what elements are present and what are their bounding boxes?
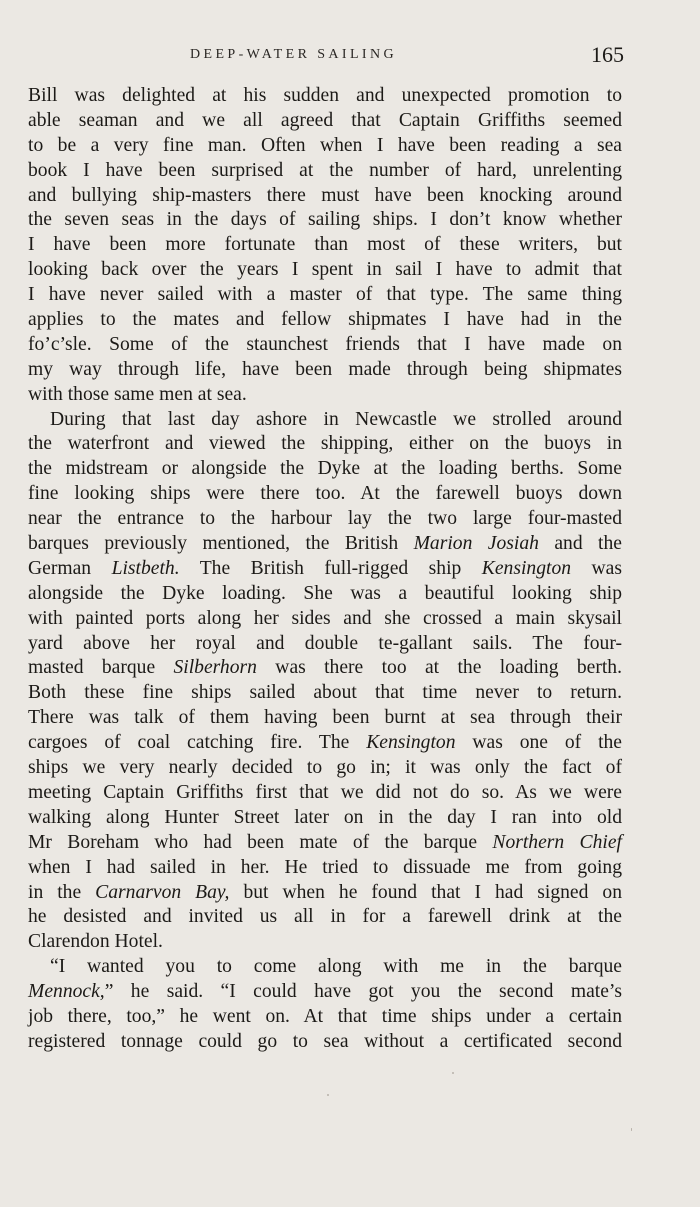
text-run: Both these fine ships sailed about that time never to return. <box>28 682 622 704</box>
paper-speck <box>327 1094 329 1096</box>
text-run: ships we very nearly decided to go in; it was only the fact of <box>28 757 622 779</box>
text-run: looking back over the years I spent in sail I have to admit that <box>28 259 622 281</box>
text-run: when I had sailed in her. He tried to dissuade me from going <box>28 856 622 878</box>
page-number: 165 <box>591 42 624 67</box>
text-line <box>28 1005 622 1030</box>
text-line <box>28 408 622 433</box>
text-line <box>28 84 622 109</box>
ship-name: Marion Josiah <box>413 533 539 555</box>
text-line <box>28 507 622 532</box>
text-line <box>28 159 622 184</box>
text-line <box>28 208 622 233</box>
text-run: he desisted and invited us all in for a farewell drink at the <box>28 906 622 928</box>
text-line <box>28 557 622 582</box>
text-run: fo’c’sle. Some of the staunchest friends that I have made on <box>28 333 622 355</box>
text-run: and the <box>538 533 622 555</box>
body-text <box>28 84 622 1055</box>
paper-speck <box>631 1128 632 1131</box>
text-run: alongside the Dyke loading. She was a beautiful looking ship <box>28 582 622 604</box>
ship-name: Carnarvon Bay, <box>95 881 230 903</box>
text-line <box>28 432 622 457</box>
text-run: with those same men at sea. <box>28 383 247 405</box>
text-run: yard above her royal and double te-gallant sails. The four- <box>28 632 622 654</box>
text-run: my way through life, have been made through being shipmates <box>28 358 622 380</box>
text-run: Mr Boreham who had been mate of the barque <box>28 831 493 853</box>
paragraph <box>28 84 622 408</box>
text-line <box>28 308 622 333</box>
paper-speck <box>452 1072 454 1074</box>
text-run: but when he found that I had signed on <box>229 881 623 903</box>
text-line <box>28 532 622 557</box>
text-run: with painted ports along her sides and she crossed a main skysail <box>28 607 622 629</box>
text-run: the midstream or alongside the Dyke at the loading berths. Some <box>28 458 622 480</box>
ship-name: Northern Chief <box>492 831 623 853</box>
text-run: near the entrance to the harbour lay the two large four-masted <box>28 508 622 530</box>
paragraph <box>28 408 622 956</box>
text-line <box>28 184 622 209</box>
text-line <box>28 955 622 980</box>
text-line <box>28 706 622 731</box>
text-line <box>28 806 622 831</box>
ship-name: Listbeth. <box>111 557 180 579</box>
text-line <box>28 656 622 681</box>
text-run: Clarendon Hotel. <box>28 931 163 953</box>
text-run: applies to the mates and fellow shipmates I have had in the <box>28 309 622 331</box>
text-line <box>28 109 622 134</box>
text-line <box>28 358 622 383</box>
text-line <box>28 457 622 482</box>
text-line <box>28 881 622 906</box>
text-line <box>28 756 622 781</box>
text-run: was <box>571 557 622 579</box>
text-run: masted barque <box>28 657 174 679</box>
paragraph <box>28 955 622 1055</box>
text-line <box>28 980 622 1005</box>
text-run: barques previously mentioned, the British <box>28 533 414 555</box>
ship-name: Kensington <box>366 732 456 754</box>
text-line <box>28 831 622 856</box>
text-run: meeting Captain Griffiths first that we did not do so. As we were <box>28 781 622 803</box>
text-line <box>28 731 622 756</box>
text-line <box>28 632 622 657</box>
text-run: book I have been surprised at the number of hard, unrelenting <box>28 159 622 181</box>
text-line <box>28 856 622 881</box>
text-line <box>28 681 622 706</box>
text-line <box>28 233 622 258</box>
text-run: fine looking ships were there too. At the farewell buoys down <box>28 483 622 505</box>
text-line <box>28 582 622 607</box>
text-line <box>28 134 622 159</box>
text-line <box>28 383 622 408</box>
text-line <box>28 1030 622 1055</box>
text-line <box>28 283 622 308</box>
text-run: There was talk of them having been burnt at sea through their <box>28 707 622 729</box>
text-line <box>28 482 622 507</box>
text-line <box>28 781 622 806</box>
text-run: The British full-rigged ship <box>179 557 482 579</box>
text-run: was one of the <box>455 732 623 754</box>
text-line <box>28 930 622 955</box>
text-run: During that last day ashore in Newcastle we strolled around <box>50 408 622 430</box>
text-run: German <box>28 557 112 579</box>
text-line <box>28 607 622 632</box>
ship-name: Kensington <box>481 557 572 579</box>
text-run: Bill was delighted at his sudden and unexpected promotion to <box>28 85 622 106</box>
text-line <box>28 258 622 283</box>
text-run: and bullying ship-masters there must have been knocking around <box>28 184 622 206</box>
text-run: to be a very fine man. Often when I have been reading a sea <box>28 134 622 156</box>
text-run: cargoes of coal catching fire. The <box>28 732 367 754</box>
text-run: in the <box>28 881 96 903</box>
text-run: ” he said. “I could have got you the second mate’s <box>104 981 622 1003</box>
text-run: the waterfront and viewed the shipping, either on the buoys in <box>28 433 622 455</box>
ship-name: Mennock, <box>28 981 105 1003</box>
text-run: “I wanted you to come along with me in the barque <box>50 956 622 978</box>
text-run: walking along Hunter Street later on in the day I ran into old <box>28 806 622 828</box>
text-run: job there, too,” he went on. At that time ships under a certain <box>28 1005 622 1027</box>
ship-name: Silberhorn <box>173 657 257 679</box>
text-line <box>28 905 622 930</box>
running-head <box>0 42 700 69</box>
text-run: was there too at the loading berth. <box>256 657 622 679</box>
text-run: I have been more fortunate than most of these writers, but <box>28 234 622 256</box>
text-run: I have never sailed with a master of that type. The same thing <box>28 284 622 306</box>
text-run: the seven seas in the days of sailing ships. I don’t know whether <box>28 209 622 231</box>
running-title: DEEP-WATER SAILING <box>190 47 398 62</box>
text-run: able seaman and we all agreed that Captain Griffiths seemed <box>28 109 622 131</box>
text-run: registered tonnage could go to sea without a certificated second <box>28 1030 622 1052</box>
text-line <box>28 333 622 358</box>
